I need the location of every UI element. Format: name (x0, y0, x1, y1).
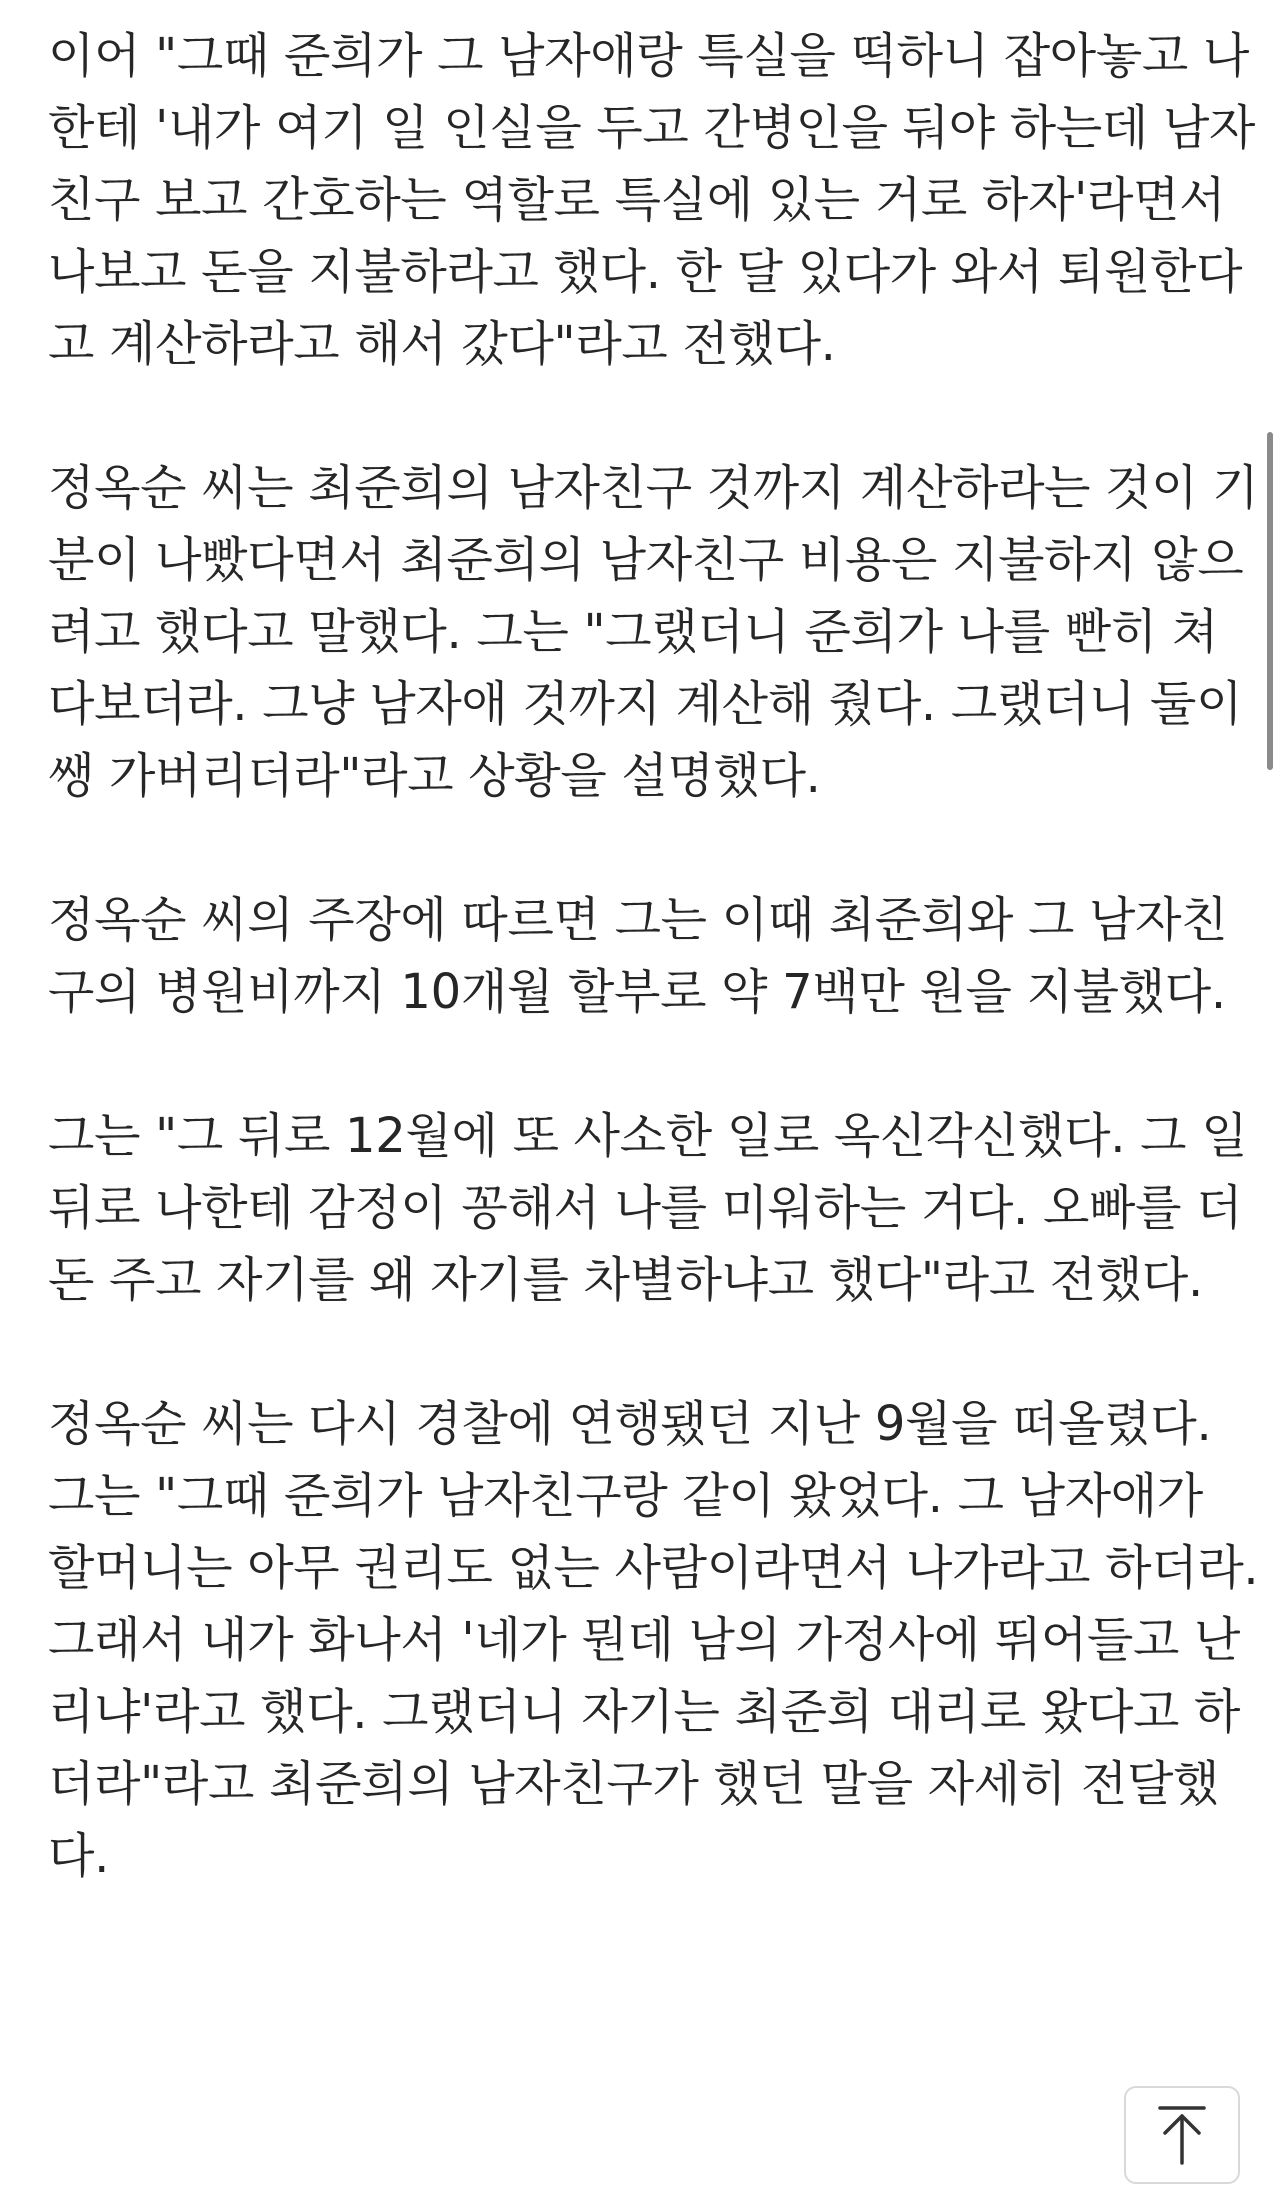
text-line: 나보고 돈을 지불하라고 했다. 한 달 있다가 와서 퇴원한다 (48, 244, 1243, 300)
text-line: 뒤로 나한테 감정이 꽁해서 나를 미워하는 거다. 오빠를 더 (48, 1180, 1243, 1236)
paragraph (48, 20, 1256, 380)
article-body (48, 20, 1259, 1892)
text-line: 려고 했다고 말했다. 그는 "그랬더니 준희가 나를 빤히 쳐 (48, 604, 1218, 660)
text-line: 할머니는 아무 권리도 없는 사람이라면서 나가라고 하더라. (48, 1540, 1259, 1596)
vertical-scrollbar[interactable] (1267, 432, 1273, 770)
paragraph-spacer (48, 812, 1248, 884)
paragraph-spacer (48, 380, 1248, 452)
text-line: 리냐'라고 했다. 그랬더니 자기는 최준희 대리로 왔다고 하 (48, 1684, 1241, 1740)
text-line: 그래서 내가 화나서 '네가 뭔데 남의 가정사에 뛰어들고 난 (48, 1612, 1241, 1668)
text-line: 더라"라고 최준희의 남자친구가 했던 말을 자세히 전달했 (48, 1756, 1220, 1812)
text-line: 정옥순 씨의 주장에 따르면 그는 이때 최준희와 그 남자친 (48, 892, 1228, 948)
paragraph (48, 1100, 1248, 1316)
paragraph (48, 884, 1248, 1028)
text-line: 그는 "그때 준희가 남자친구랑 같이 왔었다. 그 남자애가 (48, 1468, 1203, 1524)
text-line: 정옥순 씨는 다시 경찰에 연행됐던 지난 9월을 떠올렸다. (48, 1396, 1212, 1452)
text-line: 돈 주고 자기를 왜 자기를 차별하냐고 했다"라고 전했다. (48, 1252, 1203, 1308)
text-line: 구의 병원비까지 10개월 할부로 약 7백만 원을 지불했다. (48, 964, 1226, 1020)
text-line: 친구 보고 간호하는 역할로 특실에 있는 거로 하자'라면서 (48, 172, 1226, 228)
arrow-up-to-top-icon (1154, 2103, 1210, 2167)
text-line: 다. (48, 1828, 110, 1884)
text-line: 분이 나빴다면서 최준희의 남자친구 비용은 지불하지 않으 (48, 532, 1244, 588)
text-line: 이어 "그때 준희가 그 남자애랑 특실을 떡하니 잡아놓고 나 (48, 28, 1250, 84)
text-line: 그는 "그 뒤로 12월에 또 사소한 일로 옥신각신했다. 그 일 (48, 1108, 1248, 1164)
text-line: 쌩 가버리더라"라고 상황을 설명했다. (48, 748, 821, 804)
paragraph (48, 1388, 1259, 1892)
scroll-to-top-button[interactable] (1124, 2086, 1240, 2184)
paragraph (48, 452, 1259, 812)
text-line: 정옥순 씨는 최준희의 남자친구 것까지 계산하라는 것이 기 (48, 460, 1259, 516)
text-line: 한테 '내가 여기 일 인실을 두고 간병인을 둬야 하는데 남자 (48, 100, 1256, 156)
text-line: 고 계산하라고 해서 갔다"라고 전했다. (48, 316, 836, 372)
paragraph-spacer (48, 1316, 1248, 1388)
text-line: 다보더라. 그냥 남자애 것까지 계산해 줬다. 그랬더니 둘이 (48, 676, 1243, 732)
paragraph-spacer (48, 1028, 1248, 1100)
